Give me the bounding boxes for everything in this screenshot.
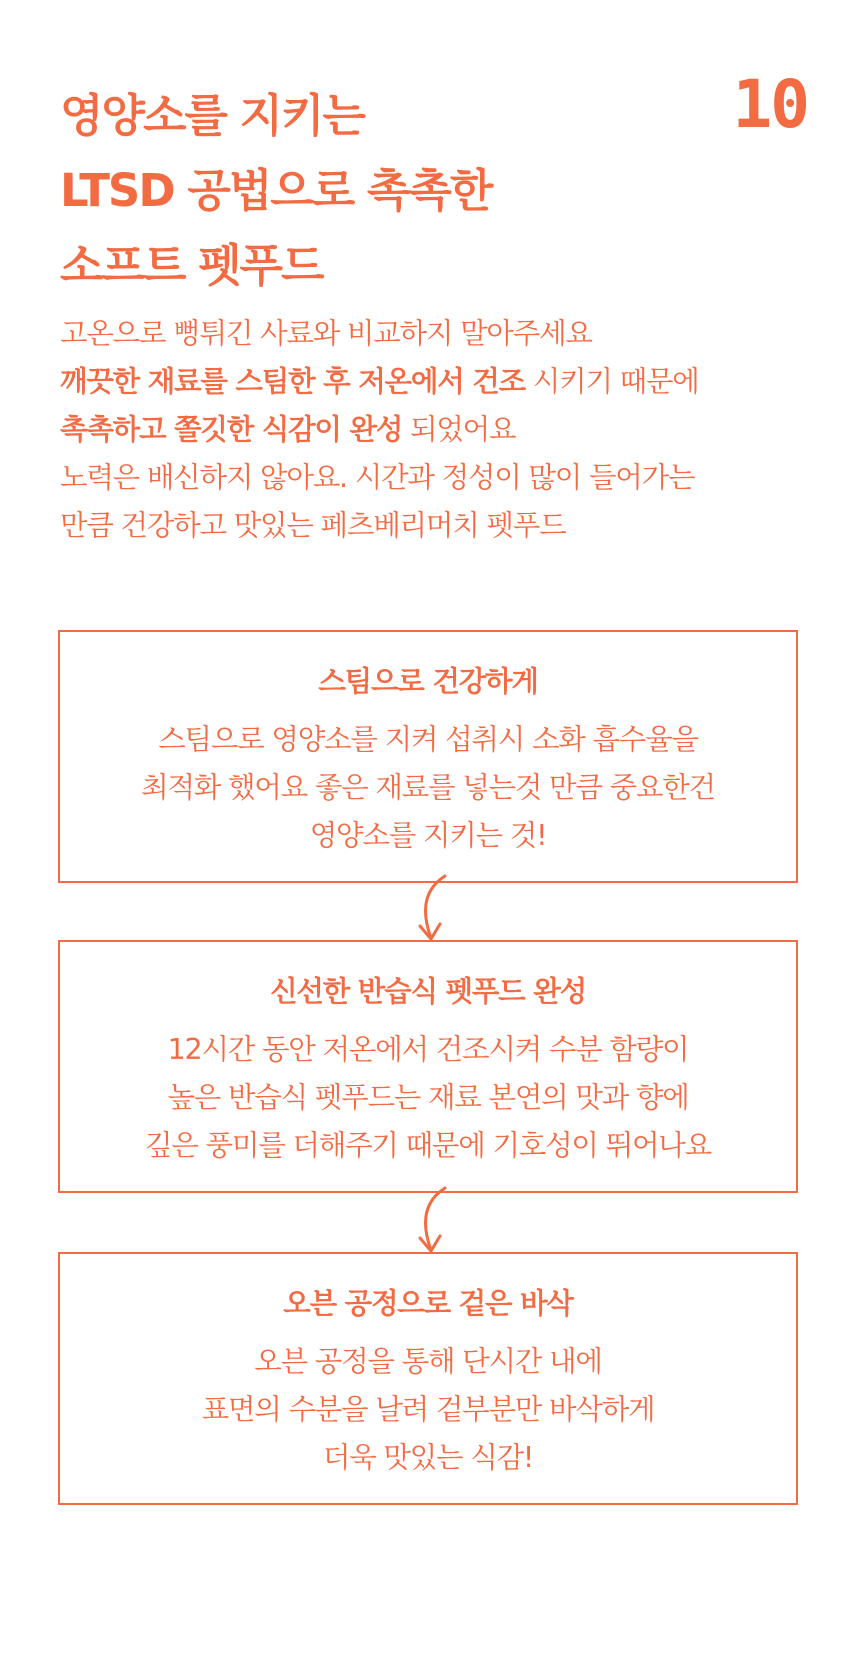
intro-line-2	[60, 358, 820, 406]
step-line: 오븐 공정을 통해 단시간 내에	[254, 1345, 602, 1378]
intro-paragraph	[60, 310, 820, 550]
intro-highlight-2: 촉촉하고 쫄깃한 식감이 완성	[60, 413, 403, 446]
step-line: 더욱 맛있는 식감!	[322, 1441, 534, 1474]
step-line: 스팀으로 영양소를 지켜 섭취시 소화 흡수율을	[158, 723, 698, 756]
headline-line-3: 소프트 펫푸드	[60, 239, 323, 292]
intro-line-5: 만큼 건강하고 맛있는 페츠베리머치 펫푸드	[60, 509, 566, 542]
curved-arrow-down-icon	[400, 874, 460, 944]
step-line: 높은 반습식 펫푸드는 재료 본연의 맛과 향에	[167, 1081, 689, 1114]
headline	[60, 78, 680, 303]
step-line: 깊은 풍미를 더해주기 때문에 기호성이 뛰어나요	[145, 1129, 711, 1162]
step-line: 최적화 했어요 좋은 재료를 넣는것 만큼 중요한건	[141, 771, 715, 804]
step-card-semi-moist	[58, 940, 798, 1193]
intro-line-4: 노력은 배신하지 않아요. 시간과 정성이 많이 들어가는	[60, 461, 695, 494]
intro-highlight-1: 깨끗한 재료를 스팀한 후 저온에서 건조	[60, 365, 525, 398]
step-title: 스팀으로 건강하게	[318, 665, 538, 698]
step-description	[60, 1338, 796, 1482]
step-line: 영양소를 지키는 것!	[309, 819, 547, 852]
intro-line-2-rest: 시키기 때문에	[524, 365, 699, 398]
curved-arrow-down-icon	[400, 1186, 460, 1256]
step-title: 신선한 반습식 펫푸드 완성	[270, 975, 586, 1008]
step-card-steam	[58, 630, 798, 883]
step-title: 오븐 공정으로 겉은 바삭	[283, 1287, 573, 1320]
headline-line-2: LTSD 공법으로 촉촉한	[60, 164, 492, 217]
step-line: 표면의 수분을 날려 겉부분만 바삭하게	[201, 1393, 655, 1426]
step-description	[60, 716, 796, 860]
headline-line-1: 영양소를 지키는	[60, 89, 364, 142]
intro-line-3	[60, 406, 820, 454]
page-number: 10	[732, 66, 808, 143]
step-card-oven	[58, 1252, 798, 1505]
step-line: 12시간 동안 저온에서 건조시켜 수분 함량이	[167, 1033, 689, 1066]
intro-line-1: 고온으로 뻥튀긴 사료와 비교하지 말아주세요	[60, 317, 592, 350]
intro-line-3-rest: 되었어요	[402, 413, 516, 446]
step-description	[60, 1026, 796, 1170]
